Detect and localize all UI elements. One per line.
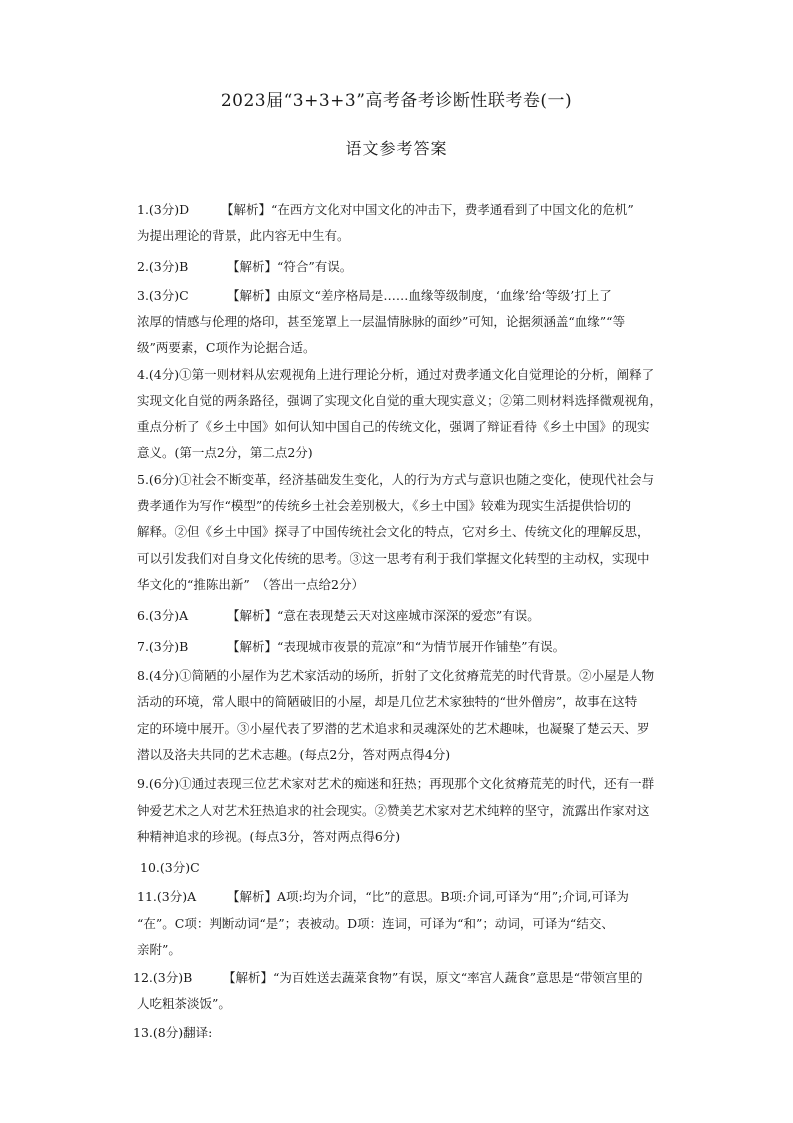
answer-line (137, 889, 629, 905)
page-subtitle: 语文参考答案 (345, 139, 448, 158)
answer-number: 3.(3分)C (137, 288, 189, 303)
answer-line: 重点分析了《乡土中国》如何认知中国自己的传统文化，强调了辩证看待《乡土中国》的现实 (137, 419, 650, 434)
answer-line: 活动的环境，常人眼中的简陋破旧的小屋，却是几位艺术家独特的“世外僧房”，故事在这特 (137, 694, 638, 709)
answer-line (137, 288, 612, 304)
answer-text: 【解析】“符合”有误。 (227, 259, 353, 274)
answer-number: 12.(3分)B (133, 970, 193, 985)
answer-line: 意义。(第一点2分，第二点2分) (137, 445, 313, 460)
answer-line: 人吃粗茶淡饭”。 (137, 996, 231, 1011)
answer-number: 6.(3分)A (137, 608, 189, 623)
answer-line (137, 639, 565, 655)
answer-line: 为提出理论的背景，此内容无中生有。 (137, 228, 350, 243)
answer-number: 2.(3分)B (137, 259, 189, 274)
page-title: 2023届“3+3+3”高考备考诊断性联考卷(一) (220, 91, 573, 111)
answer-line: 种精神追求的珍视。(每点3分，答对两点得6分) (137, 829, 401, 844)
answer-line: 9.(6分)①通过表现三位艺术家对艺术的痴迷和狂热；再现那个文化贫瘠荒芜的时代，还有一群 (137, 776, 655, 791)
answer-line: 浓厚的情感与伦理的烙印，甚至笼罩上一层温情脉脉的面纱”可知，论据须涵盖“血缘”“等 (137, 314, 626, 329)
answer-number: 1.(3分)D (137, 202, 190, 217)
answer-line: 定的环境中展开。③小屋代表了罗潜的艺术追求和灵魂深处的艺术趣味，也凝聚了楚云天、罗 (137, 721, 650, 736)
answer-number: 11.(3分)A (137, 889, 197, 904)
answer-line: 4.(4分)①第一则材料从宏观视角上进行理论分析，通过对费孝通文化自觉理论的分析，阐释了 (137, 367, 655, 382)
answer-line (137, 608, 540, 624)
answer-text: 【解析】由原文“差序格局是……血缘等级制度，‘血缘’给‘等级’打上了 (227, 288, 612, 303)
answer-line: 8.(4分)①简陋的小屋作为艺术家活动的场所，折射了文化贫瘠荒芜的时代背景。②小屋是人物 (137, 668, 655, 683)
answer-line: 亲附”。 (137, 942, 181, 957)
answer-line (133, 970, 642, 986)
answer-line (137, 202, 634, 218)
answer-line: 解释。②但《乡土中国》探寻了中国传统社会文化的特点，它对乡土、传统文化的理解反思， (137, 524, 650, 539)
answer-line: “在”。C项：判断动词“是”；表被动。D项：连词，可译为“和”；动词，可译为“结交、 (137, 916, 614, 931)
answer-text: 【解析】“在西方文化对中国文化的冲击下，费孝通看到了中国文化的危机” (221, 202, 634, 217)
answer-text: 【解析】“意在表现楚云天对这座城市深深的爱恋”有误。 (227, 608, 540, 623)
answer-number: 7.(3分)B (137, 639, 189, 654)
answer-line: 费孝通作为写作“模型”的传统乡土社会差别极大，《乡土中国》较难为现实生活提供恰切的 (137, 498, 632, 513)
answer-line: 可以引发我们对自身文化传统的思考。③这一思考有利于我们掌握文化转型的主动权，实现中 (137, 551, 650, 566)
answer-line: 潜以及洛夫共同的艺术志趣。(每点2分，答对两点得4分) (137, 747, 451, 762)
answer-line: 华文化的“推陈出新” （答出一点给2分） (137, 577, 364, 592)
answer-line (137, 259, 352, 275)
answer-line: 10.(3分)C (140, 860, 200, 875)
answer-line: 5.(6分)①社会不断变革，经济基础发生变化，人的行为方式与意识也随之变化，使现代社会与 (137, 472, 655, 487)
answer-line: 钟爱艺术之人对艺术狂热追求的社会现实。②赞美艺术家对艺术纯粹的坚守，流露出作家对这 (137, 803, 650, 818)
answer-line: 级”两要素，C项作为论据合适。 (137, 340, 316, 355)
answer-text: 【解析】“表现城市夜景的荒凉”和“为情节展开作铺垫”有误。 (227, 639, 566, 654)
answer-text: 【解析】“为百姓送去蔬菜食物”有误，原文“率宫人蔬食”意思是“带领宫里的 (223, 970, 643, 985)
answer-line: 实现文化自觉的两条路径，强调了实现文化自觉的重大现实意义；②第二则材料选择微观视角， (137, 393, 663, 408)
answer-text: 【解析】A项:均为介词，“比”的意思。B项:介词,可译为“用”;介词,可译为 (227, 889, 629, 904)
answer-line: 13.(8分)翻译: (133, 1025, 213, 1040)
